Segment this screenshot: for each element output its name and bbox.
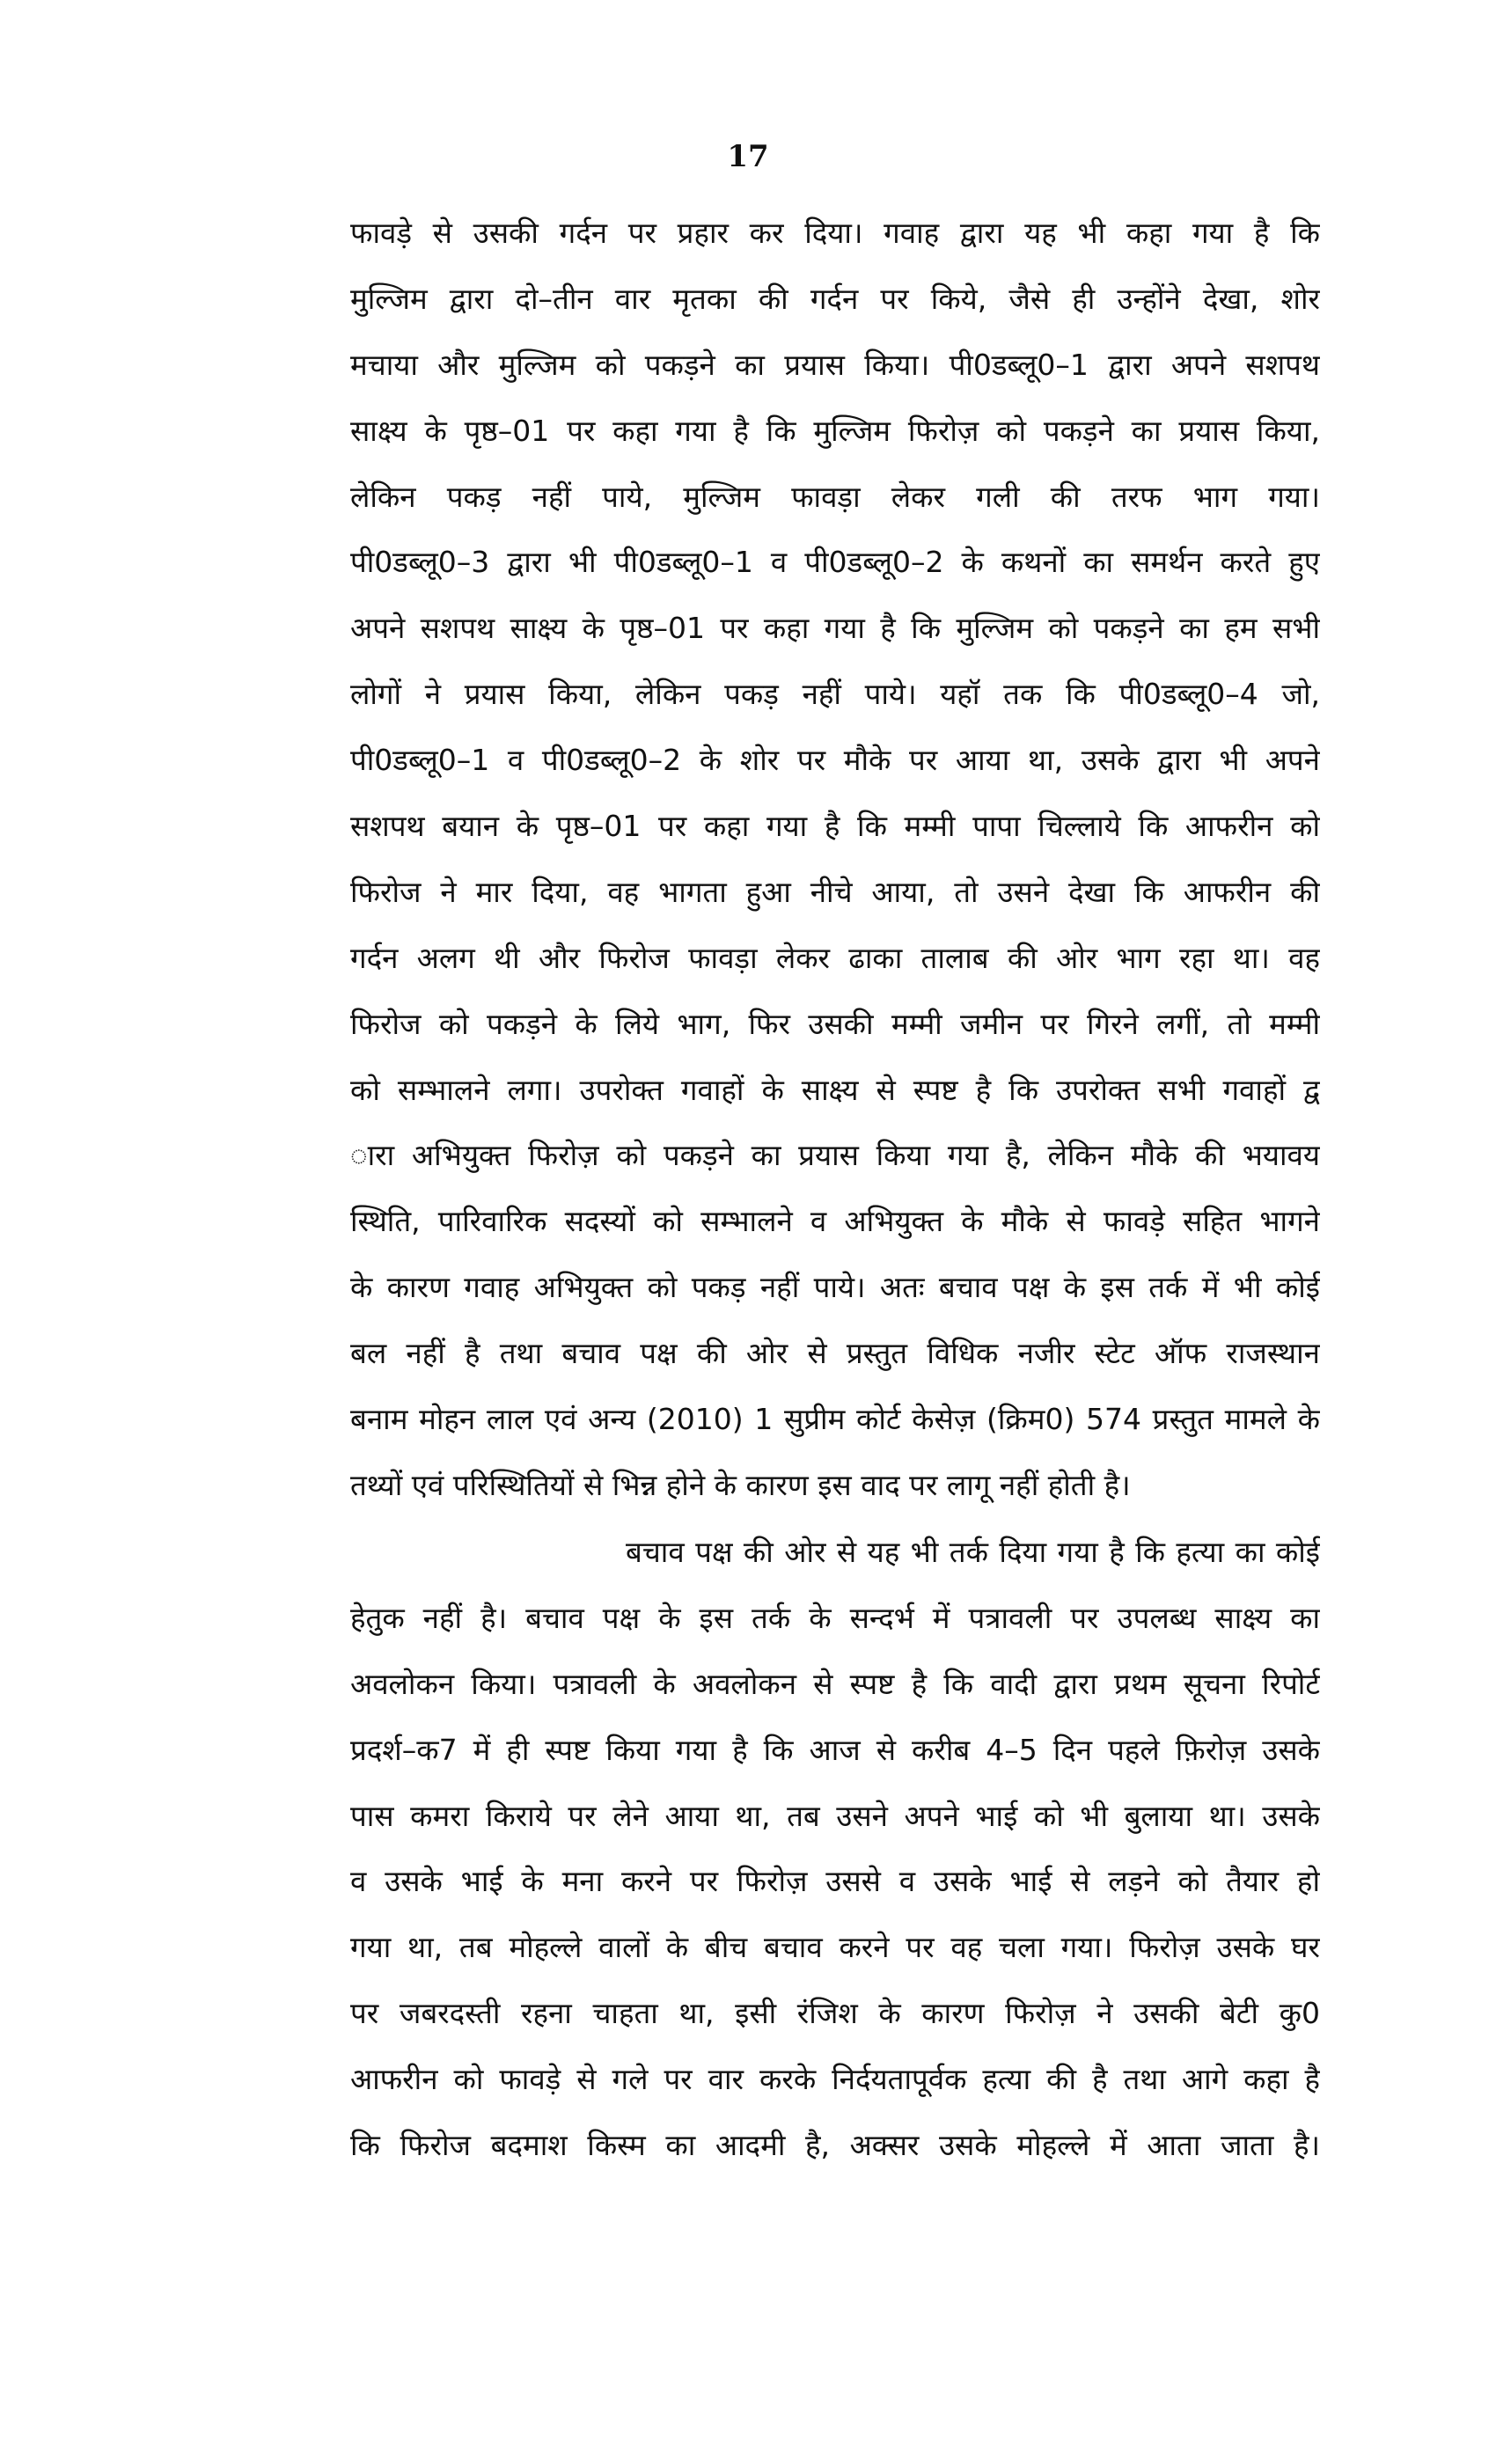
text-line: मुल्जिम द्वारा दो–तीन वार मृतका की गर्दन पर किये, जैसे ही उन्होंने देखा, शोर [350, 281, 1320, 316]
text-line: मचाया और मुल्जिम को पकड़ने का प्रयास किया। पी0डब्लू0–1 द्वारा अपने सशपथ [350, 347, 1320, 382]
text-line: गर्दन अलग थी और फिरोज फावड़ा लेकर ढाका तालाब की ओर भाग रहा था। वह [350, 940, 1320, 975]
text-line: बचाव पक्ष की ओर से यह भी तर्क दिया गया है कि हत्या का कोई [626, 1535, 1320, 1569]
text-line: तथ्यों एवं परिस्थितियों से भिन्न होने के कारण इस वाद पर लागू नहीं होती है। [350, 1467, 1131, 1502]
text-line: आफरीन को फावड़े से गले पर वार करके निर्दयतापूर्वक हत्या की है तथा आगे कहा है [350, 2062, 1320, 2097]
page-number: 17 [727, 139, 769, 174]
text-line: अवलोकन किया। पत्रावली के अवलोकन से स्पष्ट है कि वादी द्वारा प्रथम सूचना रिपोर्ट [350, 1666, 1320, 1701]
text-line: अपने सशपथ साक्ष्य के पृष्ठ–01 पर कहा गया है कि मुल्जिम को पकड़ने का हम सभी [350, 611, 1320, 646]
text-line: सशपथ बयान के पृष्ठ–01 पर कहा गया है कि मम्मी पापा चिल्लाये कि आफरीन को [350, 809, 1320, 844]
text-line: बनाम मोहन लाल एवं अन्य (2010) 1 सुप्रीम कोर्ट केसेज़ (क्रिम0) 574 प्रस्तुत मामले के [350, 1402, 1320, 1437]
text-line: लेकिन पकड़ नहीं पाये, मुल्जिम फावड़ा लेकर गली की तरफ भाग गया। [350, 479, 1320, 514]
text-line: पर जबरदस्ती रहना चाहता था, इसी रंजिश के कारण फिरोज़ ने उसकी बेटी कु0 [350, 1996, 1320, 2031]
text-line: बल नहीं है तथा बचाव पक्ष की ओर से प्रस्तुत विधिक नजीर स्टेट ऑफ राजस्थान [350, 1336, 1320, 1371]
text-line: ारा अभियुक्त फिरोज़ को पकड़ने का प्रयास किया गया है, लेकिन मौके की भयावय [350, 1138, 1320, 1173]
text-line: फावड़े से उसकी गर्दन पर प्रहार कर दिया। गवाह द्वारा यह भी कहा गया है कि [350, 216, 1320, 250]
text-line: पास कमरा किराये पर लेने आया था, तब उसने अपने भाई को भी बुलाया था। उसके [350, 1798, 1320, 1833]
text-line: के कारण गवाह अभियुक्त को पकड़ नहीं पाये। अतः बचाव पक्ष के इस तर्क में भी कोई [350, 1270, 1320, 1305]
text-line: प्रदर्श–क7 में ही स्पष्ट किया गया है कि आज से करीब 4–5 दिन पहले फ़िरोज़ उसके [350, 1732, 1320, 1767]
text-line: पी0डब्लू0–3 द्वारा भी पी0डब्लू0–1 व पी0डब्लू0–2 के कथनों का समर्थन करते हुए [350, 545, 1320, 580]
text-line: हेतुक नहीं है। बचाव पक्ष के इस तर्क के सन्दर्भ में पत्रावली पर उपलब्ध साक्ष्य का [350, 1600, 1320, 1635]
text-line: पी0डब्लू0–1 व पी0डब्लू0–2 के शोर पर मौके पर आया था, उसके द्वारा भी अपने [350, 743, 1320, 778]
text-line: व उसके भाई के मना करने पर फिरोज़ उससे व उसके भाई से लड़ने को तैयार हो [350, 1864, 1320, 1899]
text-line: साक्ष्य के पृष्ठ–01 पर कहा गया है कि मुल्जिम फिरोज़ को पकड़ने का प्रयास किया, [350, 413, 1320, 448]
text-line: को सम्भालने लगा। उपरोक्त गवाहों के साक्ष्य से स्पष्ट है कि उपरोक्त सभी गवाहों द्व [350, 1072, 1320, 1107]
text-line: फिरोज ने मार दिया, वह भागता हुआ नीचे आया, तो उसने देखा कि आफरीन की [350, 874, 1320, 909]
text-line: कि फिरोज बदमाश किस्म का आदमी है, अक्सर उसके मोहल्ले में आता जाता है। [350, 2128, 1320, 2163]
text-line: लोगों ने प्रयास किया, लेकिन पकड़ नहीं पाये। यहॉ तक कि पी0डब्लू0–4 जो, [350, 677, 1320, 712]
text-line: गया था, तब मोहल्ले वालों के बीच बचाव करने पर वह चला गया। फिरोज़ उसके घर [350, 1930, 1320, 1965]
text-line: स्थिति, पारिवारिक सदस्यों को सम्भालने व अभियुक्त के मौके से फावड़े सहित भागने [350, 1204, 1320, 1239]
text-line: फिरोज को पकड़ने के लिये भाग, फिर उसकी मम्मी जमीन पर गिरने लगीं, तो मम्मी [350, 1006, 1320, 1041]
paragraph-1 [350, 201, 1320, 1519]
paragraph-2 [350, 1520, 1320, 2179]
